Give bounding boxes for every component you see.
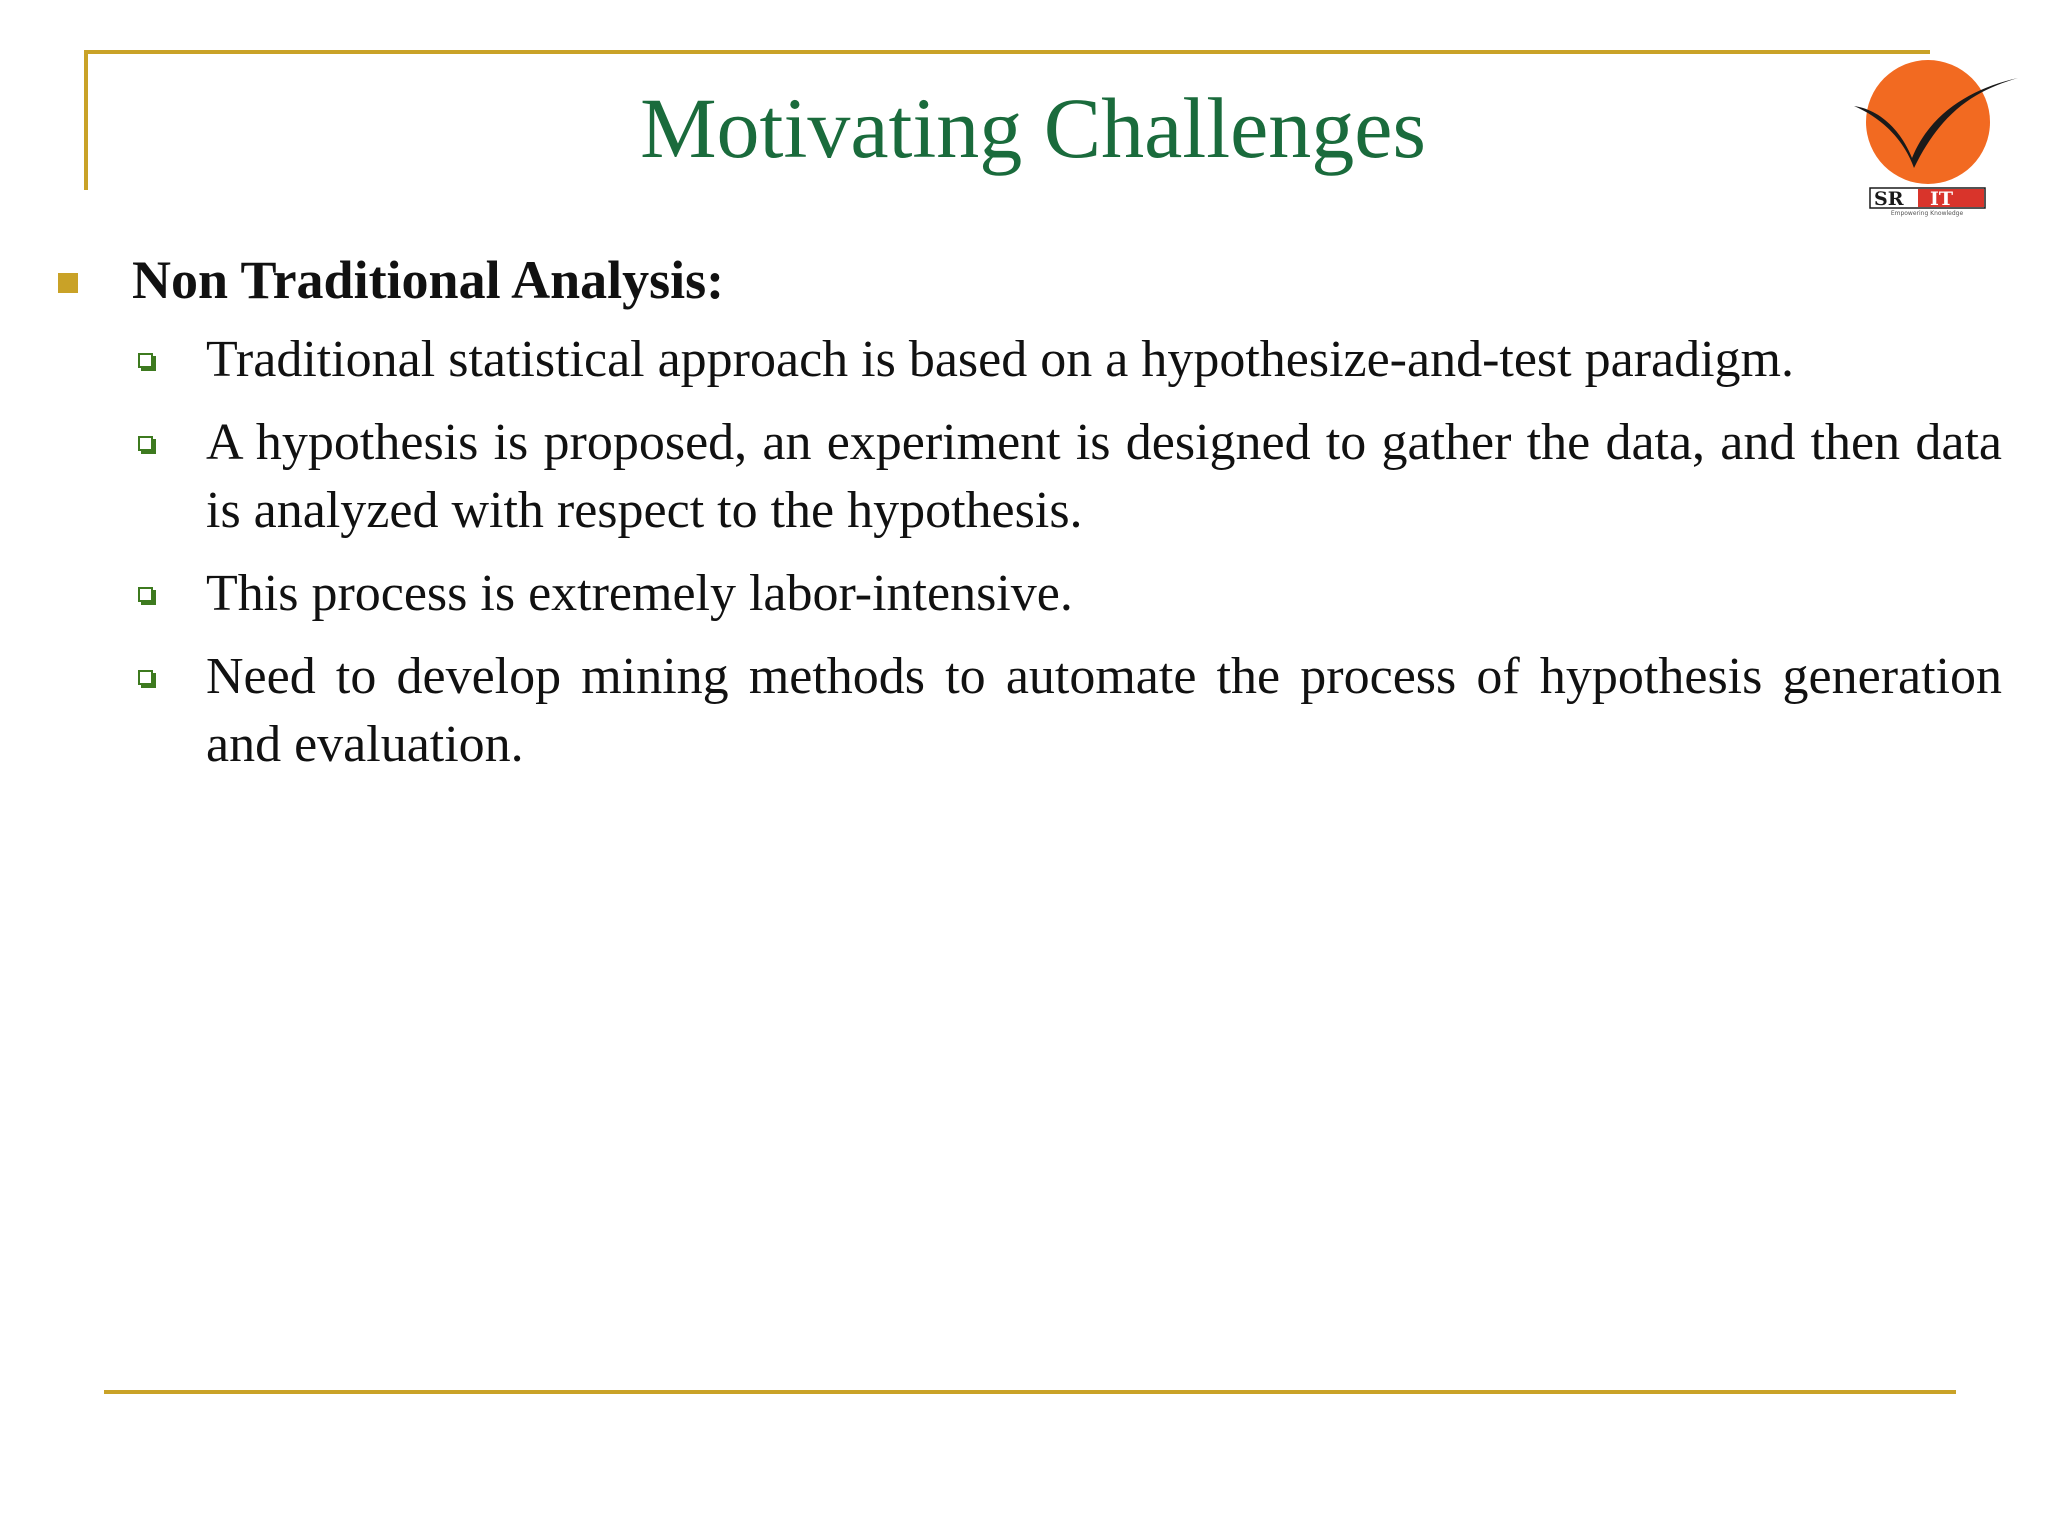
logo-caption: Empowering Knowledge: [1890, 210, 1964, 217]
bullet-point: Traditional statistical approach is based on a hypothesize-and-test paradigm.: [206, 331, 1794, 388]
logo-text-it: IT: [1930, 188, 1954, 210]
slide-title: Motivating Challenges: [640, 80, 1426, 176]
checkbox-bullet-icon: [138, 670, 153, 685]
square-bullet-icon: [58, 273, 78, 293]
bottom-border-line: [104, 1390, 1956, 1394]
bullet-point: Need to develop mining methods to automate the process of hypothesis generation and evaluation.: [206, 648, 2002, 773]
bullet-point: A hypothesis is proposed, an experiment is designed to gather the data, and then data is analyzed with respect to the hypothesis.: [206, 414, 2002, 539]
logo-text-sr: SR: [1874, 188, 1904, 210]
checkbox-bullet-icon: [138, 436, 153, 451]
checkbox-bullet-icon: [138, 353, 153, 368]
bullet-point: This process is extremely labor-intensive.: [206, 565, 1073, 622]
logo-graphic: [1852, 58, 2022, 228]
srit-logo: [1852, 58, 2022, 228]
top-border-line: [84, 50, 1930, 54]
section-heading: Non Traditional Analysis:: [132, 250, 725, 310]
checkbox-bullet-icon: [138, 587, 153, 602]
